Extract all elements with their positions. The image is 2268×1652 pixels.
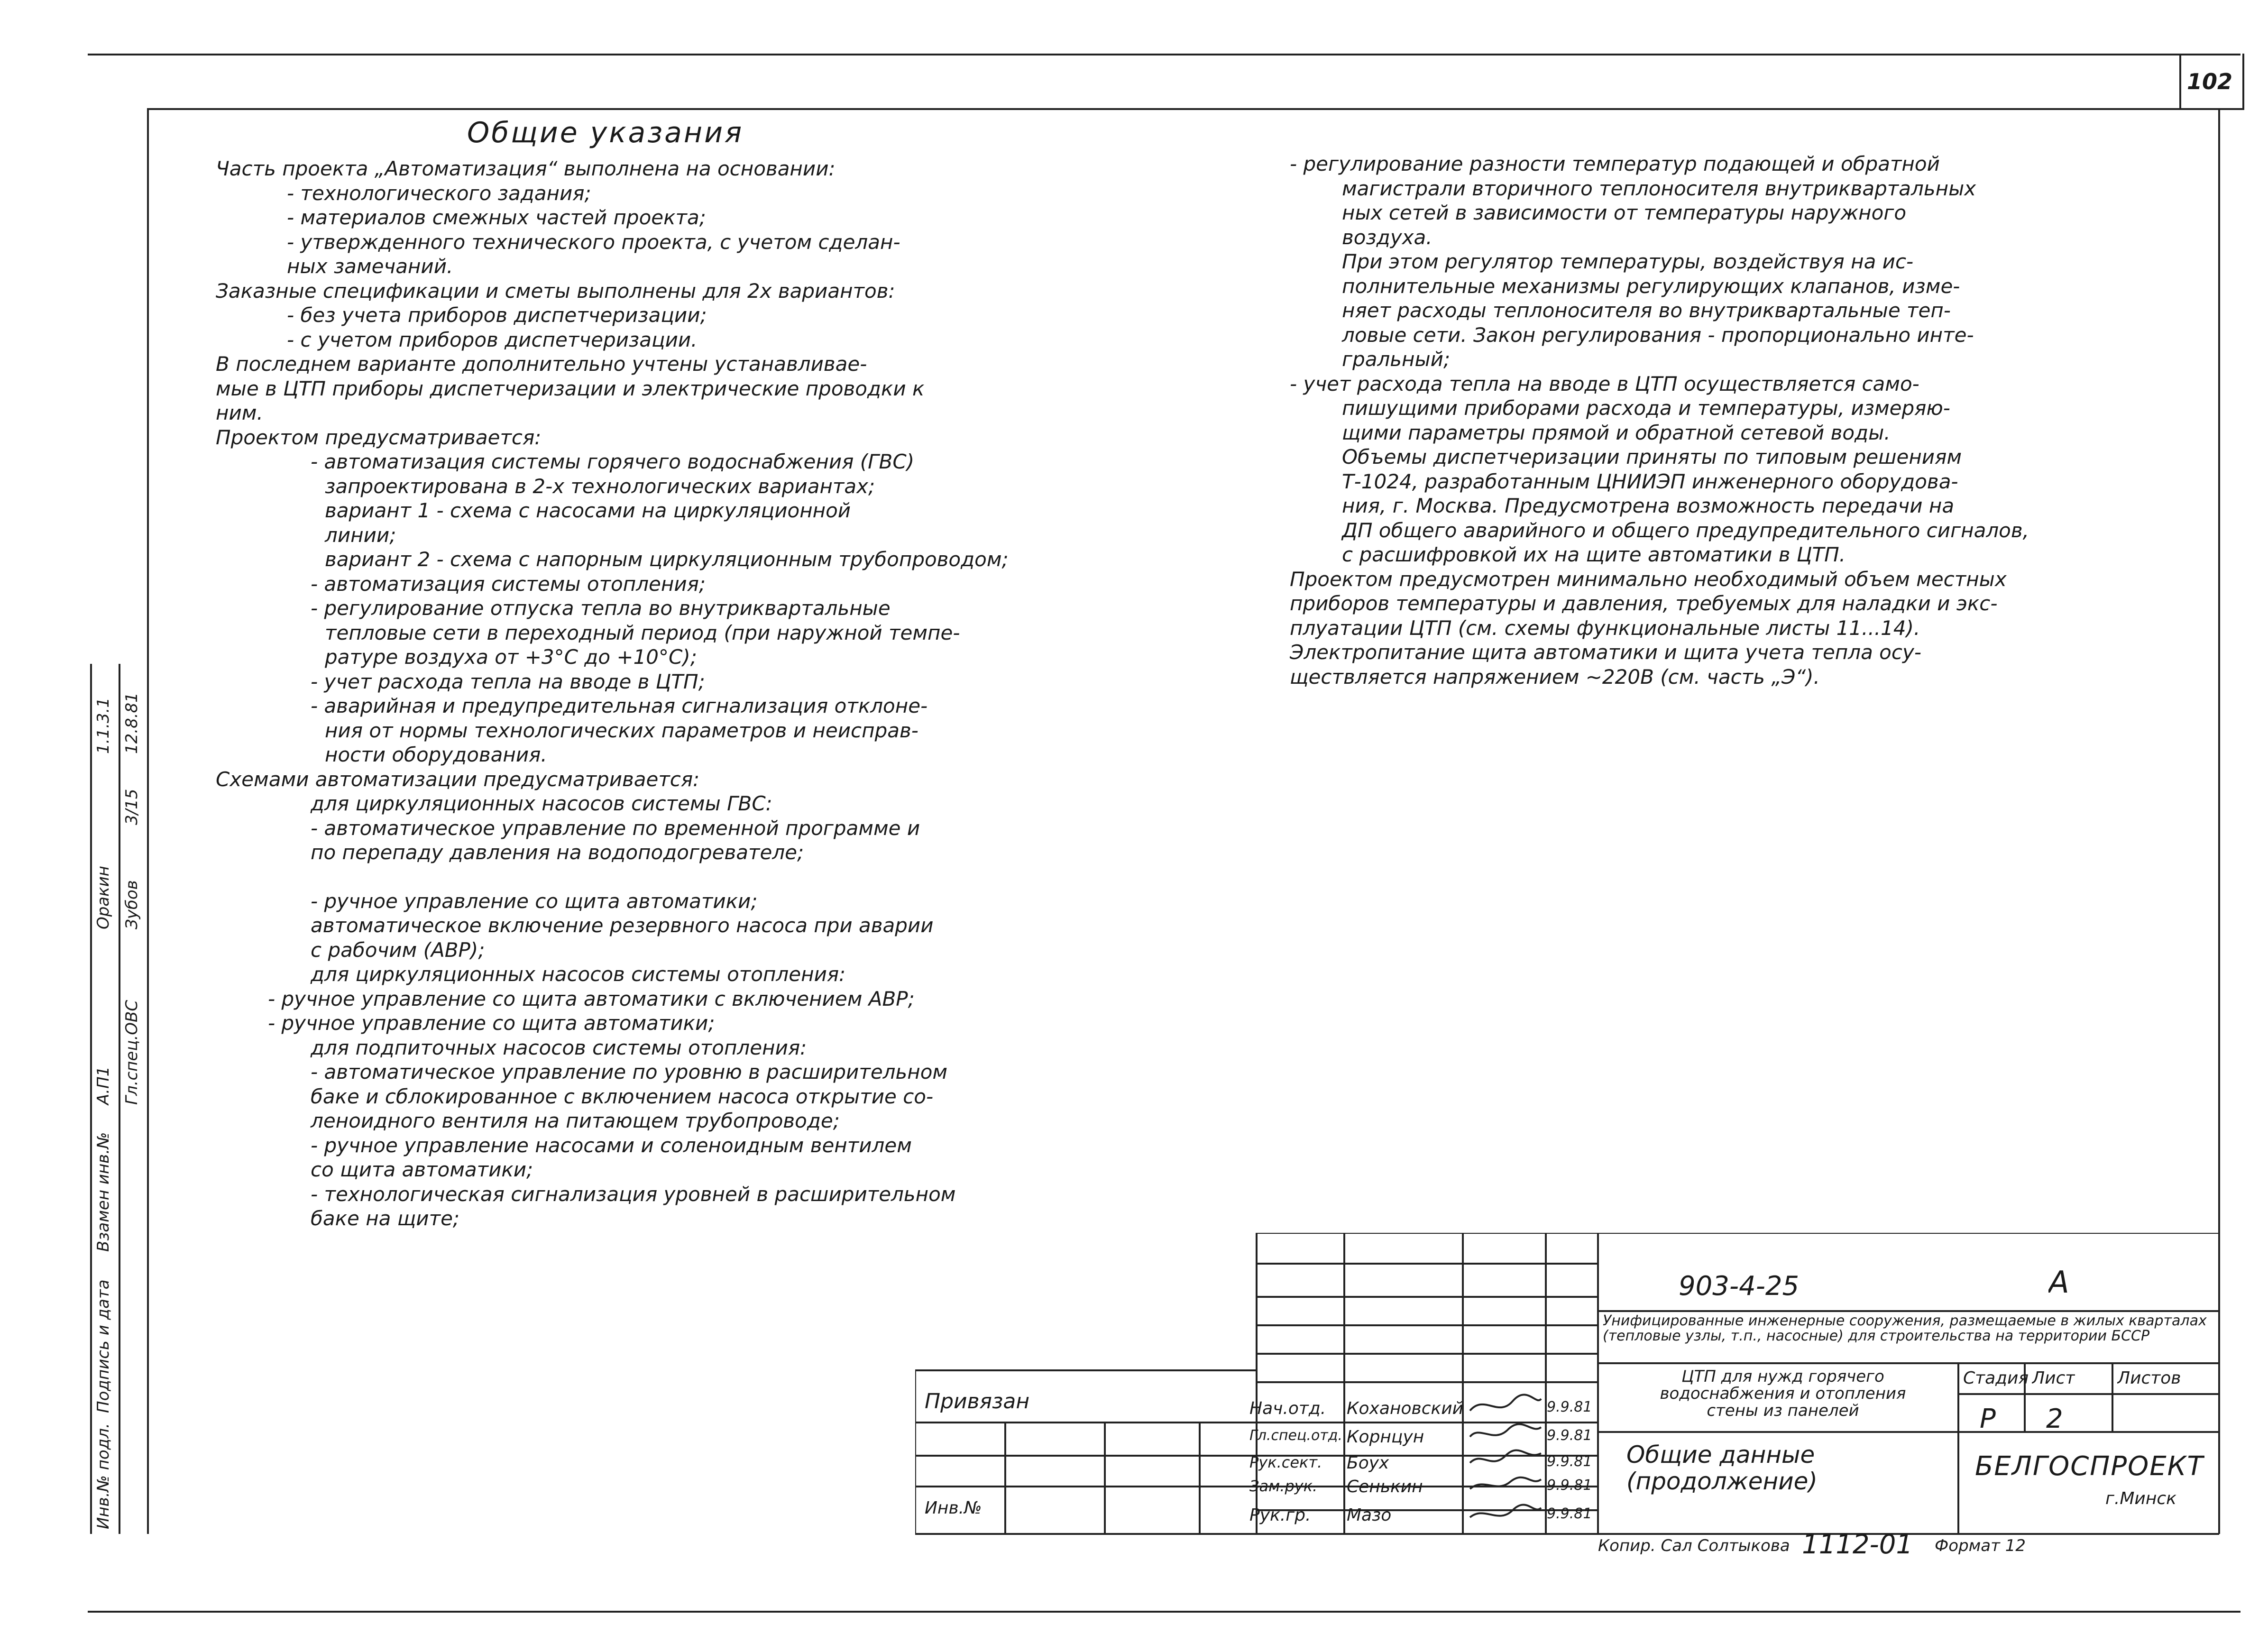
signature-date: 9.9.81 [1547,1453,1592,1470]
stamp-object-line-3: стены из панелей [1707,1401,1859,1419]
text-gap [216,865,1009,889]
text-line: - аварийная и предупредительная сигнализация отклоне- [311,694,928,717]
text-line: - ручное управление со щита автоматики с включением АВР; [268,987,915,1010]
text-line: - автоматизация системы горячего водоснабжения (ГВС) [311,450,915,473]
side-band-label-name2: Зубов [122,880,141,929]
text-line: леноидного вентиля на питающем трубопроводе; [311,1109,840,1132]
stamp-sheet: 2 [2046,1404,2063,1434]
side-band-line-2 [90,664,92,1534]
side-band-line-1 [119,664,120,1534]
stamp-sheet-title-line-1: Общие данные [1626,1441,1815,1468]
stamp-designation: 903-4-25 [1679,1271,1800,1302]
signature-role: Зам.рук. [1249,1477,1318,1495]
signature-name: Корнцун [1347,1427,1424,1447]
text-line: магистрали вторичного теплоносителя внутриквартальных [1342,176,1976,200]
inner-top-border-line [147,108,2240,110]
side-band-label-chief: Гл.спец.ОВС [122,1000,141,1105]
text-line: ратуре воздуха от +3°С до +10°С); [325,645,697,669]
text-line: тепловые сети в переходный период (при наружной темпе- [325,621,960,644]
text-line: - автоматическое управление по уровню в расширительном [311,1060,948,1083]
stamp-copy-number: 1112-01 [1802,1529,1913,1560]
text-line: для циркуляционных насосов системы ГВС: [311,792,772,815]
signature-date: 9.9.81 [1547,1399,1592,1415]
stamp-privyazan: Привязан [925,1389,1030,1413]
handwritten-signatures [1465,1392,1546,1534]
text-line: с расшифровкой их на щите автоматики в ЦТП. [1342,543,1846,566]
top-border-line [88,54,2240,55]
signature-name: Боух [1347,1453,1389,1473]
text-line: няет расходы теплоносителя во внутриквартальные теп- [1342,299,1951,322]
text-line: - учет расхода тепла на вводе в ЦТП осуществляется само- [1290,372,1919,395]
text-line: - технологического задания; [287,181,591,205]
signature-date: 9.9.81 [1547,1427,1592,1444]
text-line: пишущими приборами расхода и температуры, измеряю- [1342,396,1950,420]
side-band-value-3: 1.1.3.1 [94,698,113,754]
text-line: ния от нормы технологических параметров и неисправ- [325,718,918,742]
text-line: - ручное управление насосами и соленоидным вентилем [311,1133,912,1157]
text-line: баке на щите; [311,1207,460,1230]
stamp-sheet-header: Лист [2032,1368,2075,1388]
stamp-project-title [1603,1313,2214,1344]
side-band-label-replace: Взамен инв.№ [94,1132,113,1252]
text-line: Заказные спецификации и сметы выполнены для 2х вариантов: [216,279,895,303]
text-line: воздуха. [1342,225,1432,249]
text-line: полнительные механизмы регулирующих клапанов, изме- [1342,274,1960,298]
stamp-city: г.Минск [2105,1489,2176,1508]
text-line: Объемы диспетчеризации приняты по типовым решениям [1342,445,1962,468]
text-line: со щита автоматики; [311,1158,533,1181]
text-line: - материалов смежных частей проекта; [287,206,706,229]
text-line: - автоматическое управление по временной программе и [311,816,920,840]
side-band-label-signature: Подпись и дата [94,1279,113,1413]
stamp-format: Формат 12 [1935,1536,2026,1555]
stamp-organization: БЕЛГОСПРОЕКТ [1975,1451,2204,1482]
text-line: Часть проекта „Автоматизация“ выполнена на основании: [216,157,836,180]
text-line: для циркуляционных насосов системы отопления: [311,963,846,986]
stamp-stage-header: Стадия [1963,1368,2029,1388]
signature-scribble [1470,1395,1541,1411]
text-line: - ручное управление со щита автоматики; [311,889,758,913]
text-line: автоматическое включение резервного насоса при аварии [311,914,934,937]
left-border-line [147,108,149,1534]
signature-scribble [1470,1424,1541,1437]
page-title: Общие указания [467,116,744,149]
text-line: - утвержденного технического проекта, с учетом сделан- [287,230,900,254]
text-line: ним. [216,401,263,424]
text-line: ществляется напряжением ~220В (см. часть „Э“). [1290,665,1820,688]
text-line: для подпиточных насосов системы отопления: [311,1036,807,1059]
side-band-value-1: А.П1 [94,1066,113,1105]
text-line: - автоматизация системы отопления; [311,572,706,596]
stamp-object-line-1: ЦТП для нужд горячего [1681,1368,1884,1386]
text-line: В последнем варианте дополнительно учтены устанавливае- [216,352,867,376]
stamp-inv-no: Инв.№ [925,1498,982,1518]
stamp-sheet-title-line-2: (продолжение) [1626,1468,1818,1495]
side-band-label-name1: Оракин [94,865,113,929]
text-line: вариант 2 - схема с напорным циркуляционным трубопроводом; [325,548,1009,571]
stamp-sheets-header: Листов [2117,1368,2181,1388]
signature-role: Рук.сект. [1249,1453,1322,1471]
signature-name: Сенькин [1347,1477,1423,1496]
text-line: вариант 1 - схема с насосами на циркуляционной [325,499,851,522]
text-line: мые в ЦТП приборы диспетчеризации и электрические проводки к [216,376,925,400]
text-line: щими параметры прямой и обратной сетевой воды. [1342,421,1891,444]
signature-name: Кохановский [1347,1399,1464,1418]
stamp-object [1607,1368,1958,1419]
text-line: ных сетей в зависимости от температуры наружного [1342,201,1907,224]
stamp-project-title-text: Унифицированные инженерные сооружения, размещаемые в жилых кварталах (тепловые узлы, т.п., насосные) для строительства на территории БССР [1603,1313,2207,1344]
stamp-object-line-2: водоснабжения и отопления [1660,1384,1906,1403]
text-line: - регулирование разности температур подающей и обратной [1290,152,1940,175]
left-text-column [216,156,1009,1231]
text-line: Схемами автоматизации предусматривается: [216,767,700,791]
signature-role: Рук.гр. [1249,1505,1311,1525]
text-line: Проектом предусматривается: [216,425,542,449]
text-line: ности оборудования. [325,743,547,766]
text-line: Т-1024, разработанным ЦНИИЭП инженерного оборудова- [1342,469,1958,493]
text-line: по перепаду давления на водоподогревателе; [311,841,804,864]
text-line: ловые сети. Закон регулирования - пропорционально инте- [1342,323,1974,347]
text-line: плуатации ЦТП (см. схемы функциональные листы 11...14). [1290,616,1920,640]
stamp-letter: А [2048,1265,2069,1300]
text-line: ния, г. Москва. Предусмотрена возможность передачи на [1342,494,1955,517]
signature-name: Мазо [1347,1505,1392,1525]
text-line: Электропитание щита автоматики и щита учета тепла осу- [1290,641,1921,664]
stamp-stage: Р [1980,1404,1996,1434]
text-line: - учет расхода тепла на вводе в ЦТП; [311,670,705,693]
text-line: с рабочим (АВР); [311,938,485,962]
text-line: линии; [325,523,396,547]
stamp-copied: Копир. Сал Солтыкова [1598,1536,1790,1555]
side-band-label-inv: Инв.№ подл. [94,1423,113,1529]
text-line: - регулирование отпуска тепла во внутриквартальные [311,597,891,620]
signature-date: 9.9.81 [1547,1477,1592,1494]
stamp-sheet-title [1626,1441,1818,1495]
text-line: запроектирована в 2-х технологических вариантах; [325,474,875,498]
text-line: При этом регулятор температуры, воздействуя на ис- [1342,250,1914,273]
sheet-number: 102 [2187,69,2233,94]
signature-scribble [1470,1505,1541,1517]
text-line: гральный; [1342,348,1451,371]
text-line: ных замечаний. [287,255,453,278]
right-text-column [1290,152,2029,689]
text-line: - технологическая сигнализация уровней в расширительном [311,1182,956,1206]
text-line: баке и сблокированное с включением насоса открытие со- [311,1084,934,1108]
signature-role: Гл.спец.отд. [1249,1427,1343,1444]
text-line: - ручное управление со щита автоматики; [268,1011,715,1035]
text-line: ДП общего аварийного и общего предупредительного сигналов, [1342,518,2029,542]
text-line: - с учетом приборов диспетчеризации. [287,328,698,351]
side-band-value-4: 12.8.81 [122,692,141,754]
signature-scribble [1470,1450,1541,1463]
signature-scribble [1470,1478,1541,1489]
text-line: Проектом предусмотрен минимально необходимый объем местных [1290,567,2007,591]
text-line: приборов температуры и давления, требуемых для наладки и экс- [1290,592,1998,615]
signature-date: 9.9.81 [1547,1505,1592,1522]
signature-role: Нач.отд. [1249,1399,1326,1418]
text-line: - без учета приборов диспетчеризации; [287,303,707,327]
side-band-value-2: 3/15 [122,789,141,825]
